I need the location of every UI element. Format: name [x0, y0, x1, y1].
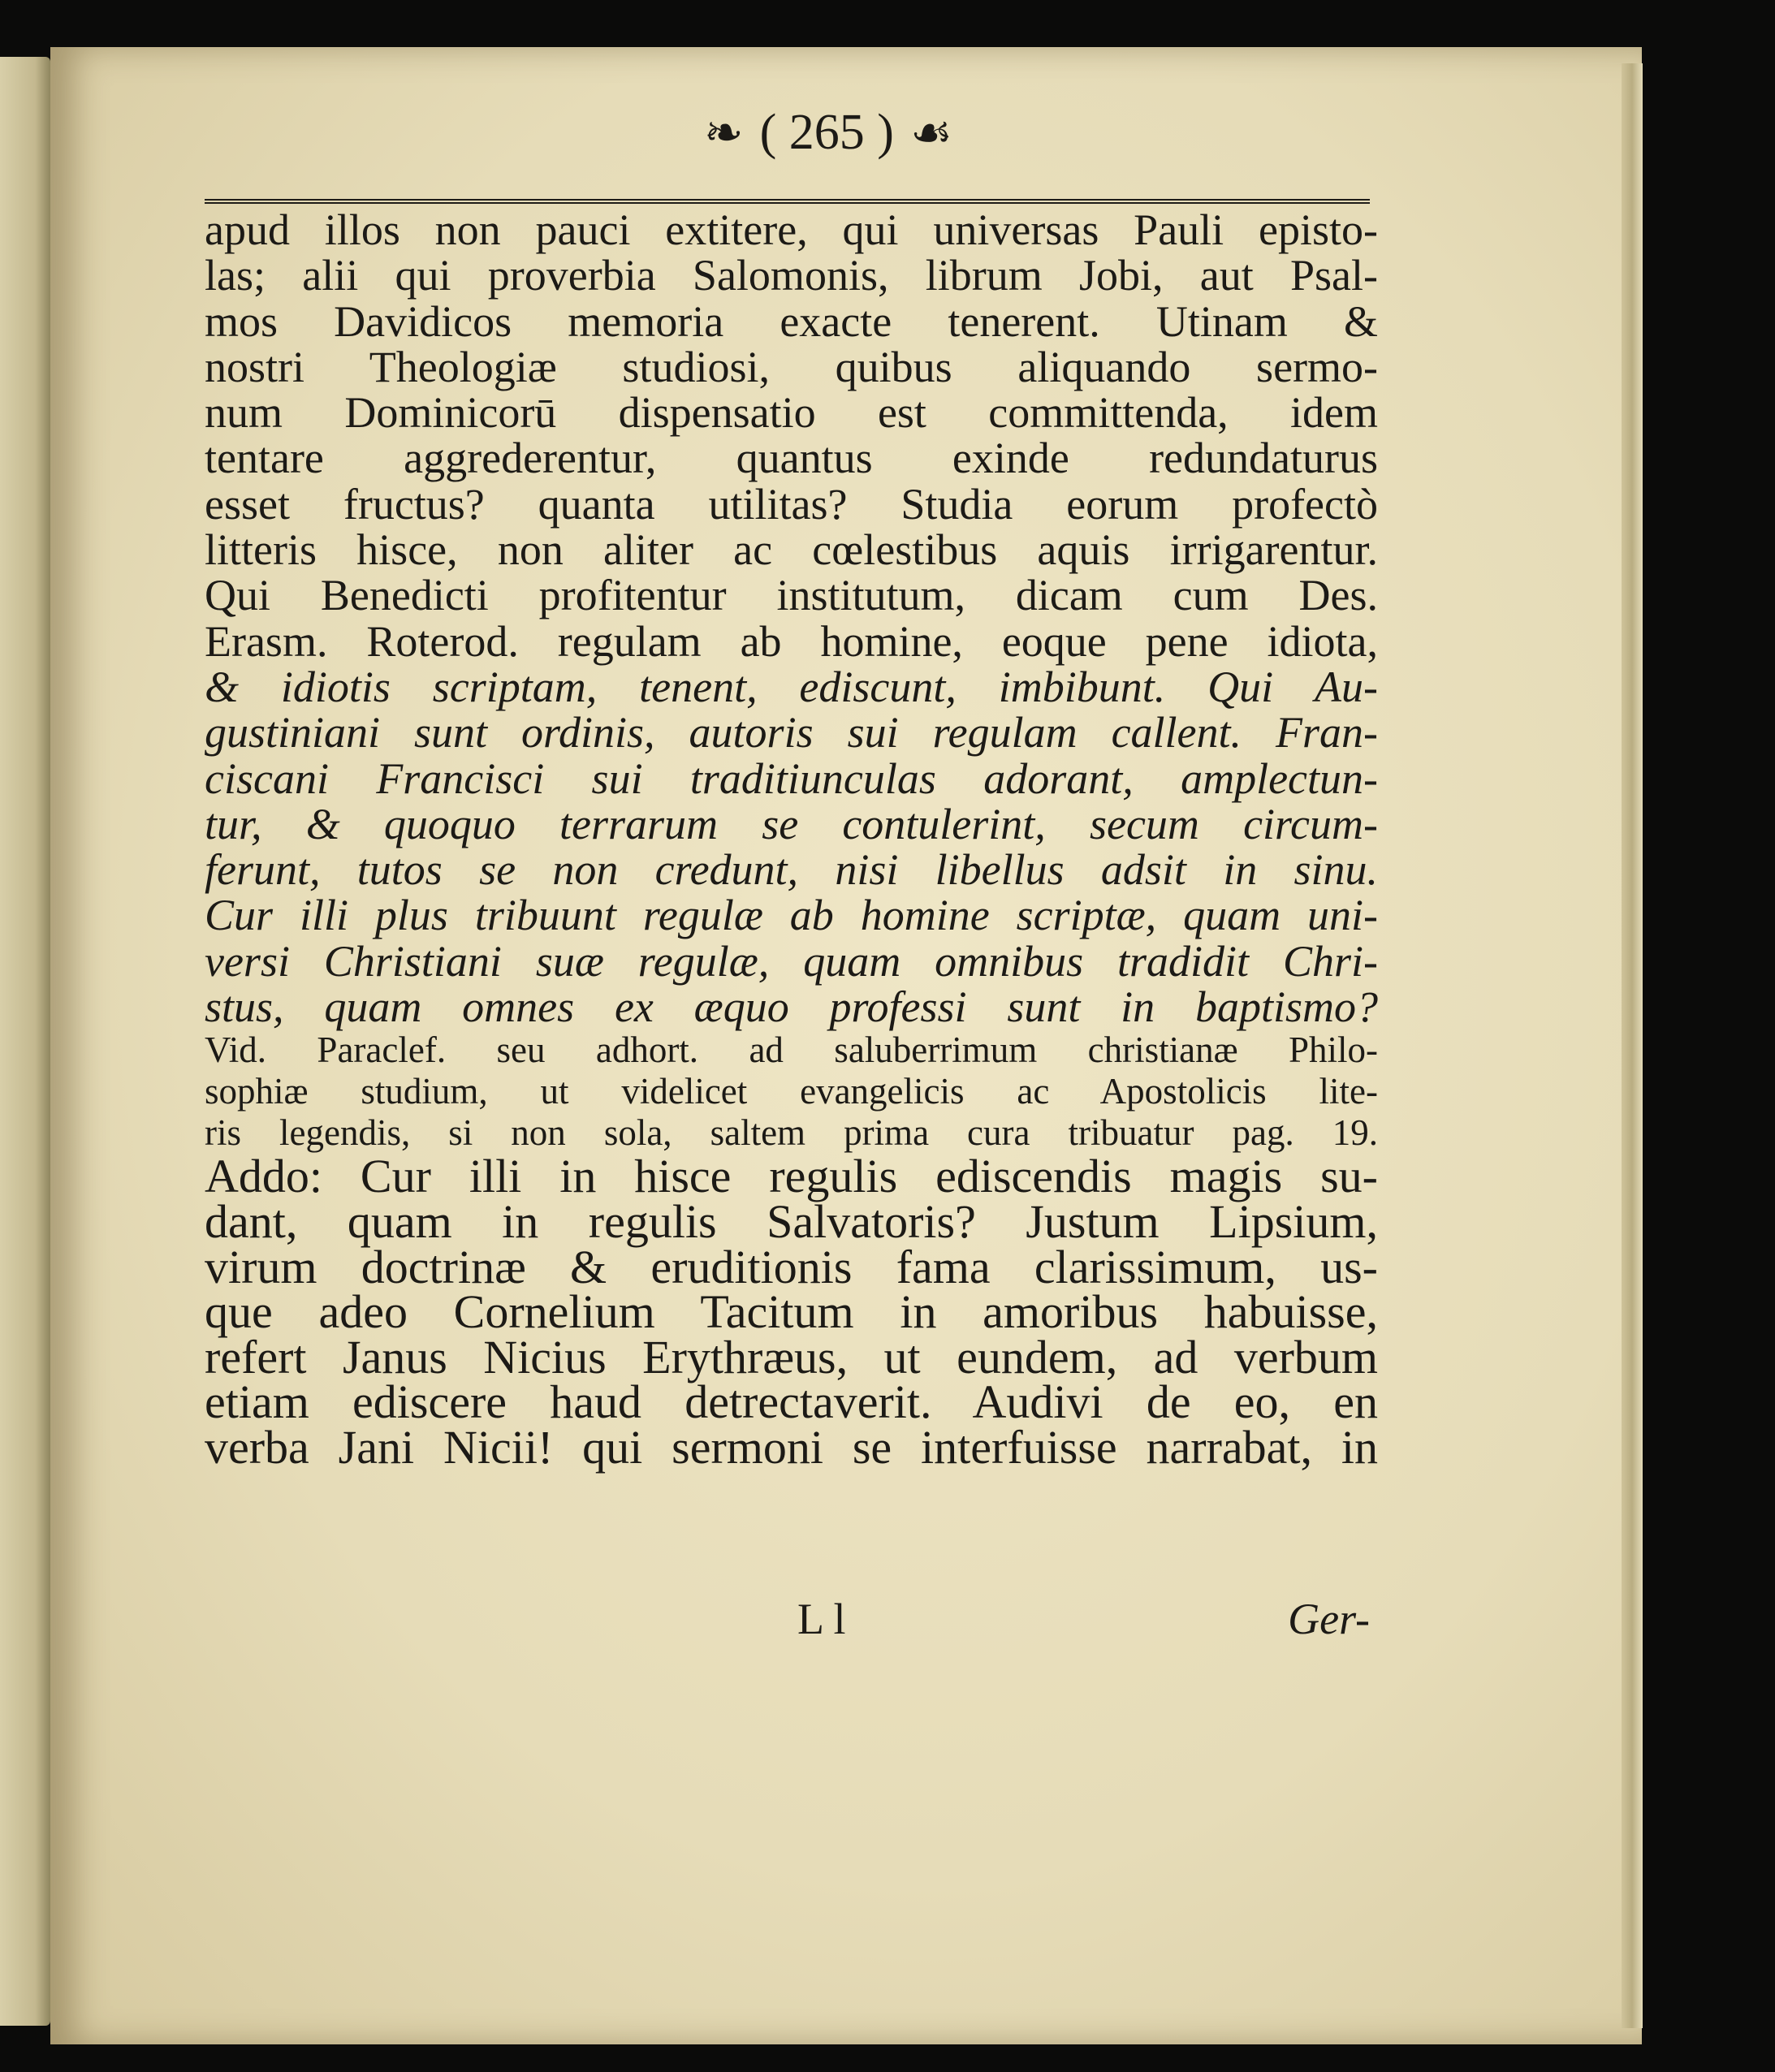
text-line: stus, quam omnes ex æquo professi sunt in baptismo?	[205, 982, 1378, 1032]
text-line: Qui Benedicti profitentur institutum, dicam cum Des.	[205, 571, 1378, 620]
text-line: tur, & quoquo terrarum se contulerint, secum circum-	[205, 799, 1378, 848]
text-line: Addo: Cur illi in hisce regulis ediscendis magis su-	[205, 1150, 1378, 1203]
text-line: ciscani Francisci sui traditiunculas adorant, amplectun-	[205, 753, 1378, 803]
fleuron-right-icon: ☙	[909, 106, 952, 159]
text-line: que adeo Cornelium Tacitum in amoribus habuisse,	[205, 1285, 1378, 1339]
header-rule	[205, 199, 1370, 204]
text-line: litteris hisce, non aliter ac cœlestibus aquis irrigarentur.	[205, 525, 1378, 575]
text-line: Erasm. Roterod. regulam ab homine, eoque pene idiota,	[205, 616, 1378, 666]
note-line: Vid. Paraclef. seu adhort. ad saluberrimum christianæ Philo-	[205, 1030, 1378, 1071]
signature-mark: L l	[797, 1595, 846, 1643]
text-line: num Dominicorū dispensatio est committenda, idem	[205, 388, 1378, 438]
text-line: gustiniani sunt ordinis, autoris sui regulam callent. Fran-	[205, 708, 1378, 758]
page-fore-edge	[1622, 63, 1643, 2028]
text-line: nostri Theologiæ studiosi, quibus aliquando sermo-	[205, 342, 1378, 391]
text-line: Cur illi plus tribuunt regulæ ab homine scriptæ, quam uni-	[205, 891, 1378, 940]
text-line: verba Jani Nicii! qui sermoni se interfuisse narrabat, in	[205, 1420, 1378, 1474]
page-footer	[205, 1594, 1378, 1642]
text-line: dant, quam in regulis Salvatoris? Justum Lipsium,	[205, 1194, 1378, 1248]
note-line: sophiæ studium, ut videlicet evangelicis ac Apostolicis lite-	[205, 1071, 1378, 1112]
text-line: mos Davidicos memoria exacte tenerent. Utinam &	[205, 296, 1378, 346]
text-line: refert Janus Nicius Erythræus, ut eundem, ad verbum	[205, 1330, 1378, 1383]
fleuron-left-icon: ❧	[704, 106, 744, 159]
text-line: tentare aggrederentur, quantus exinde redundaturus	[205, 434, 1378, 483]
text-line: versi Christiani suæ regulæ, quam omnibus tradidit Chri-	[205, 936, 1378, 986]
previous-page-edge	[0, 57, 50, 2026]
text-line: etiam ediscere haud detrectaverit. Audivi de eo, en	[205, 1375, 1378, 1429]
text-line: apud illos non pauci extitere, qui universas Pauli episto-	[205, 205, 1378, 254]
catchword: Ger-	[1288, 1595, 1370, 1643]
body-text	[205, 205, 1378, 1474]
text-line: & idiotis scriptam, tenent, ediscunt, imbibunt. Qui Au-	[205, 662, 1378, 711]
text-line: esset fructus? quanta utilitas? Studia eorum profectò	[205, 479, 1378, 529]
text-line: ferunt, tutos se non credunt, nisi libellus adsit in sinu.	[205, 845, 1378, 895]
running-header	[617, 96, 1039, 169]
page-number: ( 265 )	[759, 104, 894, 160]
note-line: ris legendis, si non sola, saltem prima cura tribuatur pag. 19.	[205, 1112, 1378, 1154]
text-line: virum doctrinæ & eruditionis fama clarissimum, us-	[205, 1240, 1378, 1293]
text-line: las; alii qui proverbia Salomonis, librum Jobi, aut Psal-	[205, 251, 1378, 300]
